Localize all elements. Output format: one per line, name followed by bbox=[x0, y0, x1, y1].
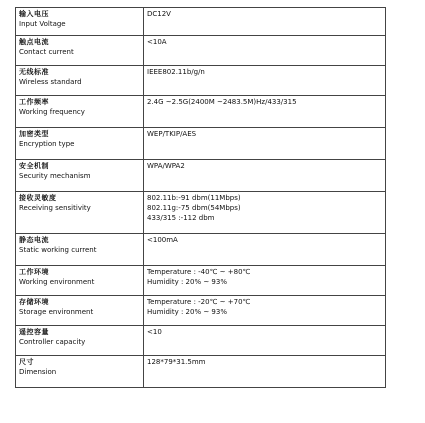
spec-label-english: Security mechanism bbox=[19, 172, 91, 180]
specification-table-body bbox=[16, 8, 386, 388]
spec-label-chinese: 安全机制 bbox=[19, 162, 49, 170]
spec-value: WPA/WPA2 bbox=[147, 162, 185, 170]
spec-value: Humidity : 20% ~ 93% bbox=[147, 308, 227, 316]
spec-value-cell bbox=[144, 326, 386, 356]
spec-row bbox=[16, 326, 386, 356]
spec-row bbox=[16, 356, 386, 388]
spec-label-cell bbox=[16, 36, 144, 66]
spec-label-chinese: 无线标准 bbox=[19, 68, 49, 76]
spec-row bbox=[16, 128, 386, 160]
spec-value-cell bbox=[144, 192, 386, 234]
spec-value: 802.11b:-91 dbm(11Mbps) bbox=[147, 194, 241, 202]
spec-label-chinese: 输入电压 bbox=[19, 10, 49, 18]
spec-value-cell bbox=[144, 128, 386, 160]
spec-value: DC12V bbox=[147, 10, 171, 18]
spec-label-chinese: 静态电流 bbox=[19, 236, 49, 244]
spec-value-cell bbox=[144, 266, 386, 296]
spec-label-chinese: 尺寸 bbox=[19, 358, 34, 366]
spec-label-english: Contact current bbox=[19, 48, 74, 56]
spec-row bbox=[16, 266, 386, 296]
spec-label-chinese: 存储环境 bbox=[19, 298, 49, 306]
spec-value-cell bbox=[144, 356, 386, 388]
spec-label-cell bbox=[16, 266, 144, 296]
spec-value: 433/315 :-112 dbm bbox=[147, 214, 215, 222]
spec-value: <100mA bbox=[147, 236, 178, 244]
spec-label-english: Controller capacity bbox=[19, 338, 86, 346]
spec-value: Humidity : 20% ~ 93% bbox=[147, 278, 227, 286]
spec-value: 802.11g:-75 dbm(54Mbps) bbox=[147, 204, 241, 212]
spec-label-chinese: 工作频率 bbox=[19, 98, 49, 106]
spec-value: 128*79*31.5mm bbox=[147, 358, 206, 366]
spec-label-english: Static working current bbox=[19, 246, 97, 254]
spec-value: <10A bbox=[147, 38, 167, 46]
spec-row bbox=[16, 36, 386, 66]
spec-row bbox=[16, 96, 386, 128]
spec-label-cell bbox=[16, 160, 144, 192]
spec-label-english: Working frequency bbox=[19, 108, 85, 116]
spec-label-cell bbox=[16, 356, 144, 388]
spec-value-cell bbox=[144, 36, 386, 66]
spec-label-chinese: 遥控容量 bbox=[19, 328, 49, 336]
spec-label-english: Wireless standard bbox=[19, 78, 82, 86]
spec-value: IEEE802.11b/g/n bbox=[147, 68, 205, 76]
spec-label-english: Input Voltage bbox=[19, 20, 66, 28]
spec-label-cell bbox=[16, 66, 144, 96]
spec-value-cell bbox=[144, 8, 386, 36]
spec-label-cell bbox=[16, 192, 144, 234]
spec-label-cell bbox=[16, 296, 144, 326]
spec-value: Temperature : -20℃ ~ +70℃ bbox=[147, 298, 251, 306]
spec-value-cell bbox=[144, 160, 386, 192]
spec-row bbox=[16, 296, 386, 326]
spec-label-chinese: 加密类型 bbox=[19, 130, 49, 138]
spec-label-english: Receiving sensitivity bbox=[19, 204, 91, 212]
spec-value: WEP/TKIP/AES bbox=[147, 130, 197, 138]
spec-row bbox=[16, 234, 386, 266]
spec-label-chinese: 工作环境 bbox=[19, 268, 49, 276]
spec-value-cell bbox=[144, 66, 386, 96]
spec-label-english: Dimension bbox=[19, 368, 57, 376]
spec-value-cell bbox=[144, 96, 386, 128]
spec-label-english: Storage environment bbox=[19, 308, 94, 316]
spec-value: <10 bbox=[147, 328, 162, 336]
spec-label-english: Working environment bbox=[19, 278, 95, 286]
spec-row bbox=[16, 66, 386, 96]
spec-label-cell bbox=[16, 96, 144, 128]
spec-label-cell bbox=[16, 234, 144, 266]
spec-value: 2.4G ~2.5G(2400M ~2483.5M)Hz/433/315 bbox=[147, 98, 297, 106]
spec-value-cell bbox=[144, 296, 386, 326]
spec-label-chinese: 触点电流 bbox=[19, 38, 49, 46]
specification-table bbox=[15, 7, 386, 388]
spec-label-chinese: 接收灵敏度 bbox=[19, 194, 57, 202]
spec-row bbox=[16, 160, 386, 192]
spec-label-cell bbox=[16, 326, 144, 356]
spec-row bbox=[16, 192, 386, 234]
spec-row bbox=[16, 8, 386, 36]
spec-label-cell bbox=[16, 128, 144, 160]
spec-label-cell bbox=[16, 8, 144, 36]
spec-label-english: Encryption type bbox=[19, 140, 75, 148]
spec-value-cell bbox=[144, 234, 386, 266]
spec-value: Temperature : -40℃ ~ +80℃ bbox=[147, 268, 251, 276]
